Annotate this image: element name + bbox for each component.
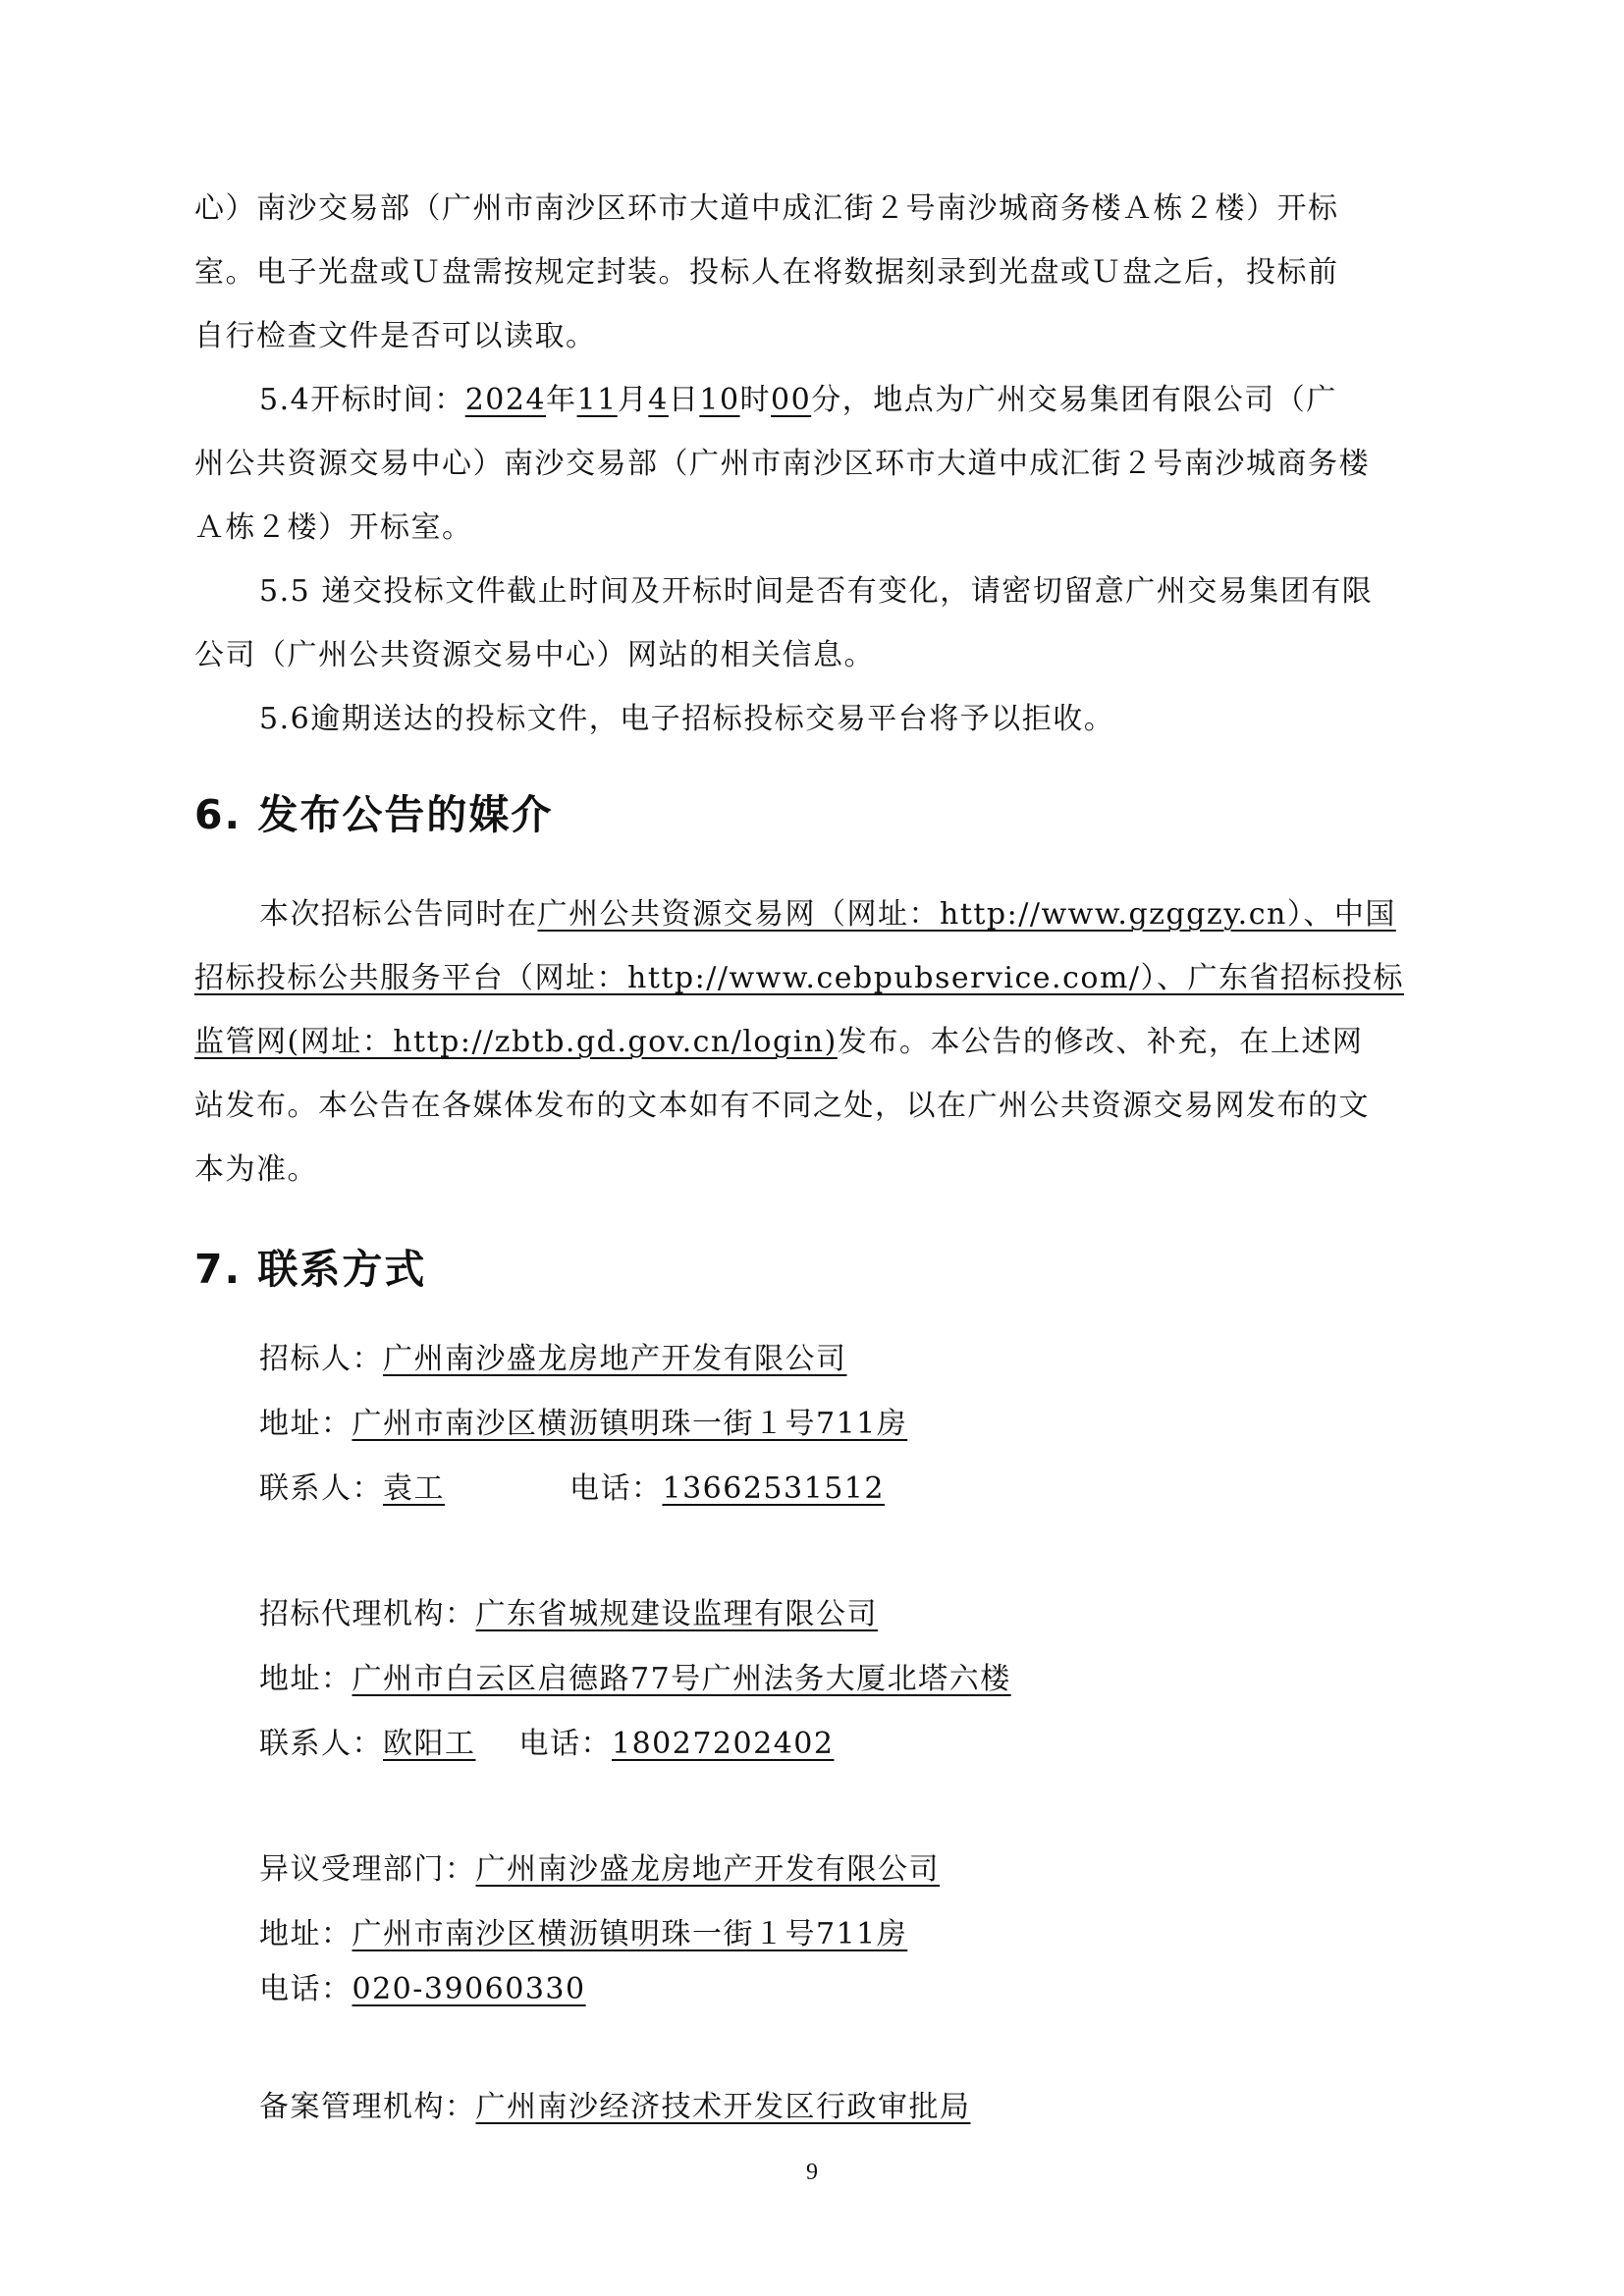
- day-unit: 日: [668, 383, 700, 417]
- block-gap: [194, 2012, 1439, 2075]
- item-5-5-line-2: 公司（广州公共资源交易中心）网站的相关信息。: [194, 638, 875, 672]
- item-5-5-line-1: 5.5 递交投标文件截止时间及开标时间是否有变化，请密切留意广州交易集团有限: [259, 574, 1374, 609]
- section-6-line-3-text: 发布。本公告的修改、补充，在上述网: [837, 1025, 1364, 1059]
- objection-address: 广州市南沙区横沥镇明珠一街１号711房: [352, 1917, 908, 1951]
- hour-unit: 时: [739, 383, 772, 417]
- month-unit: 月: [617, 383, 649, 417]
- filing-name: 广州南沙经济技术开发区行政审批局: [475, 2090, 971, 2124]
- objection-phone-label: 电话：: [259, 1972, 352, 2006]
- agency-phone-label: 电话：: [518, 1727, 612, 1761]
- objection-address-line: [194, 1902, 1439, 1967]
- page-number: 9: [806, 2160, 818, 2185]
- tenderer-contact: 袁工: [383, 1471, 445, 1506]
- tenderer-contact-label: 联系人：: [259, 1471, 383, 1506]
- section-6-line-1-text: 本次招标公告同时在: [259, 897, 538, 932]
- agency-address-line: [194, 1647, 1439, 1712]
- section-6-line-1: [194, 882, 1439, 946]
- section-6-line-5: 本为准。: [194, 1152, 318, 1187]
- filing-label: 备案管理机构：: [259, 2090, 476, 2124]
- objection-phone: 020-39060330: [352, 1972, 586, 2006]
- minute-unit: 分，地点为广州交易集团有限公司（广: [811, 383, 1337, 417]
- tenderer-phone-label: 电话：: [569, 1471, 663, 1506]
- page-content: [194, 177, 1439, 2140]
- filing-line: [194, 2075, 1439, 2140]
- open-year: 2024: [464, 383, 547, 417]
- item-5-4-line-3: Ａ栋２楼）开标室。: [194, 510, 473, 545]
- tenderer-address: 广州市南沙区横沥镇明珠一街１号711房: [352, 1407, 908, 1441]
- tenderer-phone: 13662531512: [662, 1471, 885, 1506]
- year-unit: 年: [546, 383, 577, 417]
- section-6-line-2: [194, 946, 1439, 1010]
- agency-contact-label: 联系人：: [259, 1727, 383, 1761]
- item-5-4-line-2: 州公共资源交易中心）南沙交易部（广州市南沙区环市大道中成汇街２号南沙城商务楼: [194, 447, 1370, 481]
- agency-address-label: 地址：: [259, 1662, 352, 1696]
- agency-phone: 18027202402: [612, 1727, 835, 1761]
- block-gap: [194, 1777, 1439, 1838]
- tenderer-address-line: [194, 1392, 1439, 1457]
- agency-contact: 欧阳工: [383, 1727, 476, 1761]
- tenderer-label: 招标人：: [259, 1342, 383, 1376]
- agency-contact-line: [194, 1712, 1439, 1777]
- tenderer-address-label: 地址：: [259, 1407, 352, 1441]
- para-continuation-line-3: 自行检查文件是否可以读取。: [194, 319, 597, 353]
- agency-label: 招标代理机构：: [259, 1597, 476, 1631]
- agency-address: 广州市白云区启德路77号广州法务大厦北塔六楼: [352, 1662, 1011, 1696]
- gzggzy-link-text: 广州公共资源交易网（网址：http://www.gzggzy.cn）、中国: [537, 897, 1396, 932]
- agency-name: 广东省城规建设监理有限公司: [475, 1597, 878, 1631]
- objection-address-label: 地址：: [259, 1917, 352, 1951]
- objection-label: 异议受理部门：: [259, 1852, 476, 1887]
- objection-phone-line: [194, 1967, 1439, 2012]
- objection-line: [194, 1838, 1439, 1902]
- item-5-6: 5.6逾期送达的投标文件，电子招标投标交易平台将予以拒收。: [259, 702, 1115, 736]
- open-minute: 00: [771, 383, 812, 417]
- objection-name: 广州南沙盛龙房地产开发有限公司: [475, 1852, 940, 1887]
- section-6-line-4: 站发布。本公告在各媒体发布的文本如有不同之处，以在广州公共资源交易网发布的文: [194, 1089, 1370, 1123]
- open-month: 11: [576, 383, 618, 417]
- item-5-4-line-1: [194, 368, 1439, 432]
- open-day: 4: [648, 383, 669, 417]
- tenderer-line: [194, 1327, 1439, 1392]
- tenderer-contact-line: [194, 1457, 1439, 1522]
- open-hour: 10: [699, 383, 740, 417]
- agency-line: [194, 1582, 1439, 1647]
- tenderer-name: 广州南沙盛龙房地产开发有限公司: [383, 1342, 847, 1376]
- item-5-4-prefix: 5.4开标时间：: [259, 383, 465, 417]
- section-6-line-3: [194, 1010, 1439, 1074]
- section-7-heading: 7. 联系方式: [194, 1246, 427, 1293]
- block-gap: [194, 1522, 1439, 1582]
- cebpubservice-link-text: 招标投标公共服务平台（网址：http://www.cebpubservice.com/）、广东省招标投标: [194, 961, 1405, 995]
- section-6-heading: 6. 发布公告的媒介: [194, 791, 554, 838]
- para-continuation-line-2: 室。电子光盘或Ｕ盘需按规定封装。投标人在将数据刻录到光盘或Ｕ盘之后，投标前: [194, 255, 1339, 290]
- para-continuation-line-1: 心）南沙交易部（广州市南沙区环市大道中成汇街２号南沙城商务楼Ａ栋２楼）开标: [194, 191, 1339, 226]
- zbtb-link-text: 监管网(网址：http://zbtb.gd.gov.cn/login): [194, 1025, 838, 1059]
